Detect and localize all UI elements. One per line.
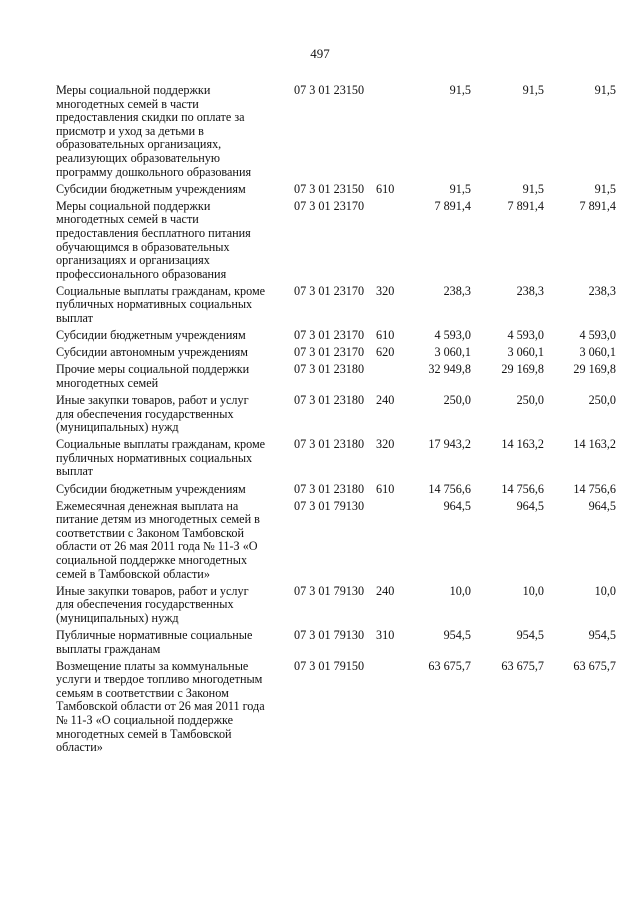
row-code: 07 3 01 23170 bbox=[294, 198, 365, 213]
row-expense-type bbox=[376, 200, 398, 282]
row-expense-type: 240 bbox=[376, 583, 395, 598]
row-expense-type: 610 bbox=[376, 328, 395, 343]
row-code: 07 3 01 79130 bbox=[294, 627, 365, 642]
table-row bbox=[56, 394, 616, 435]
row-value-2: 954,5 bbox=[516, 627, 544, 642]
row-value-1: 3 060,1 bbox=[434, 345, 471, 360]
row-value-3: 964,5 bbox=[588, 498, 616, 513]
row-expense-type: 620 bbox=[376, 345, 395, 360]
row-value-1: 238,3 bbox=[443, 283, 471, 298]
row-name: Меры социальной поддержки многодетных семей в части предоставления скидки по оплате за присмотр и уход за детьми в образовательных организациях, реализующих образовательную программу дошкольного образования bbox=[56, 83, 252, 179]
row-value-3: 10,0 bbox=[594, 583, 616, 598]
row-name: Субсидии бюджетным учреждениям bbox=[56, 328, 246, 343]
table-row bbox=[56, 183, 616, 197]
row-value-3: 238,3 bbox=[588, 283, 616, 298]
table-row bbox=[56, 346, 616, 360]
row-value-1: 91,5 bbox=[449, 83, 471, 97]
row-value-1: 250,0 bbox=[443, 392, 471, 407]
row-name: Возмещение платы за коммунальные услуги и твердое топливо многодетным семьям в соответствии с Законом Тамбовской области от 26 мая 2011 года № 11-З «О социальной поддержке многодетных семей в Тамбовской области» bbox=[56, 658, 265, 755]
row-expense-type bbox=[376, 500, 398, 582]
row-value-3: 91,5 bbox=[594, 181, 616, 196]
row-value-2: 14 163,2 bbox=[501, 437, 544, 452]
row-value-3: 63 675,7 bbox=[573, 658, 616, 673]
table-row bbox=[56, 84, 616, 179]
row-value-1: 32 949,8 bbox=[428, 362, 471, 377]
row-expense-type bbox=[376, 84, 398, 179]
table-row bbox=[56, 483, 616, 497]
row-value-2: 238,3 bbox=[516, 283, 544, 298]
table-row bbox=[56, 363, 616, 390]
row-name: Иные закупки товаров, работ и услуг для обеспечения государственных (муниципальных) нужд bbox=[56, 583, 249, 625]
budget-table bbox=[56, 84, 616, 758]
row-value-2: 14 756,6 bbox=[501, 481, 544, 496]
row-name: Ежемесячная денежная выплата на питание детям из многодетных семей в соответствии с Законом Тамбовской области от 26 мая 2011 года № 11-З «О социальной поддержке многодетных семей в Тамбовской области» bbox=[56, 498, 260, 581]
row-value-1: 954,5 bbox=[443, 627, 471, 642]
row-expense-type bbox=[376, 363, 398, 390]
row-expense-type bbox=[376, 660, 398, 755]
table-row bbox=[56, 585, 616, 626]
row-code: 07 3 01 79130 bbox=[294, 498, 365, 513]
row-value-1: 964,5 bbox=[443, 498, 471, 513]
row-value-2: 29 169,8 bbox=[501, 362, 544, 377]
row-value-1: 14 756,6 bbox=[428, 481, 471, 496]
row-value-1: 7 891,4 bbox=[434, 198, 471, 213]
row-value-2: 91,5 bbox=[522, 83, 544, 97]
row-name: Публичные нормативные социальные выплаты гражданам bbox=[56, 627, 253, 656]
row-name: Социальные выплаты гражданам, кроме публичных нормативных социальных выплат bbox=[56, 437, 266, 479]
row-value-1: 17 943,2 bbox=[428, 437, 471, 452]
row-code: 07 3 01 23170 bbox=[294, 283, 365, 298]
row-value-2: 63 675,7 bbox=[501, 658, 544, 673]
row-expense-type: 320 bbox=[376, 283, 395, 298]
row-name: Прочие меры социальной поддержки многодетных семей bbox=[56, 362, 250, 390]
row-code: 07 3 01 79130 bbox=[294, 583, 365, 598]
row-value-2: 964,5 bbox=[516, 498, 544, 513]
table-row bbox=[56, 438, 616, 479]
row-value-1: 91,5 bbox=[449, 181, 471, 196]
row-expense-type: 610 bbox=[376, 181, 395, 196]
row-value-2: 7 891,4 bbox=[507, 198, 544, 213]
row-value-3: 14 756,6 bbox=[573, 481, 616, 496]
row-code: 07 3 01 23180 bbox=[294, 392, 365, 407]
page-number: 497 bbox=[310, 46, 330, 61]
row-expense-type: 310 bbox=[376, 627, 395, 642]
row-code: 07 3 01 23150 bbox=[294, 181, 365, 196]
row-value-3: 14 163,2 bbox=[573, 437, 616, 452]
row-code: 07 3 01 23180 bbox=[294, 362, 365, 377]
table-row bbox=[56, 500, 616, 582]
table-row bbox=[56, 285, 616, 326]
row-value-3: 91,5 bbox=[594, 83, 616, 97]
row-expense-type: 320 bbox=[376, 437, 395, 452]
row-value-3: 29 169,8 bbox=[573, 362, 616, 377]
row-name: Социальные выплаты гражданам, кроме публичных нормативных социальных выплат bbox=[56, 283, 266, 325]
row-value-3: 954,5 bbox=[588, 627, 616, 642]
row-expense-type: 610 bbox=[376, 481, 395, 496]
row-name: Меры социальной поддержки многодетных семей в части предоставления бесплатного питания обучающимся в образовательных организациях и организациях профессионального образования bbox=[56, 198, 251, 281]
row-code: 07 3 01 23180 bbox=[294, 481, 365, 496]
row-value-2: 91,5 bbox=[522, 181, 544, 196]
row-value-3: 250,0 bbox=[588, 392, 616, 407]
table-row bbox=[56, 660, 616, 755]
row-value-1: 10,0 bbox=[449, 583, 471, 598]
row-name: Субсидии автономным учреждениям bbox=[56, 345, 248, 360]
row-name: Субсидии бюджетным учреждениям bbox=[56, 481, 246, 496]
row-code: 07 3 01 23170 bbox=[294, 328, 365, 343]
row-value-1: 63 675,7 bbox=[428, 658, 471, 673]
row-expense-type: 240 bbox=[376, 392, 395, 407]
row-value-3: 3 060,1 bbox=[579, 345, 616, 360]
row-value-2: 4 593,0 bbox=[507, 328, 544, 343]
row-value-1: 4 593,0 bbox=[434, 328, 471, 343]
row-value-2: 10,0 bbox=[522, 583, 544, 598]
row-name: Иные закупки товаров, работ и услуг для обеспечения государственных (муниципальных) нужд bbox=[56, 392, 249, 435]
row-name: Субсидии бюджетным учреждениям bbox=[56, 181, 246, 196]
row-code: 07 3 01 79150 bbox=[294, 658, 365, 673]
row-code: 07 3 01 23150 bbox=[294, 83, 365, 97]
row-value-3: 7 891,4 bbox=[579, 198, 616, 213]
table-row bbox=[56, 629, 616, 656]
row-value-2: 3 060,1 bbox=[507, 345, 544, 360]
table-row bbox=[56, 329, 616, 343]
row-code: 07 3 01 23170 bbox=[294, 345, 365, 360]
row-value-3: 4 593,0 bbox=[579, 328, 616, 343]
row-code: 07 3 01 23180 bbox=[294, 437, 365, 452]
table-row bbox=[56, 200, 616, 282]
row-value-2: 250,0 bbox=[516, 392, 544, 407]
